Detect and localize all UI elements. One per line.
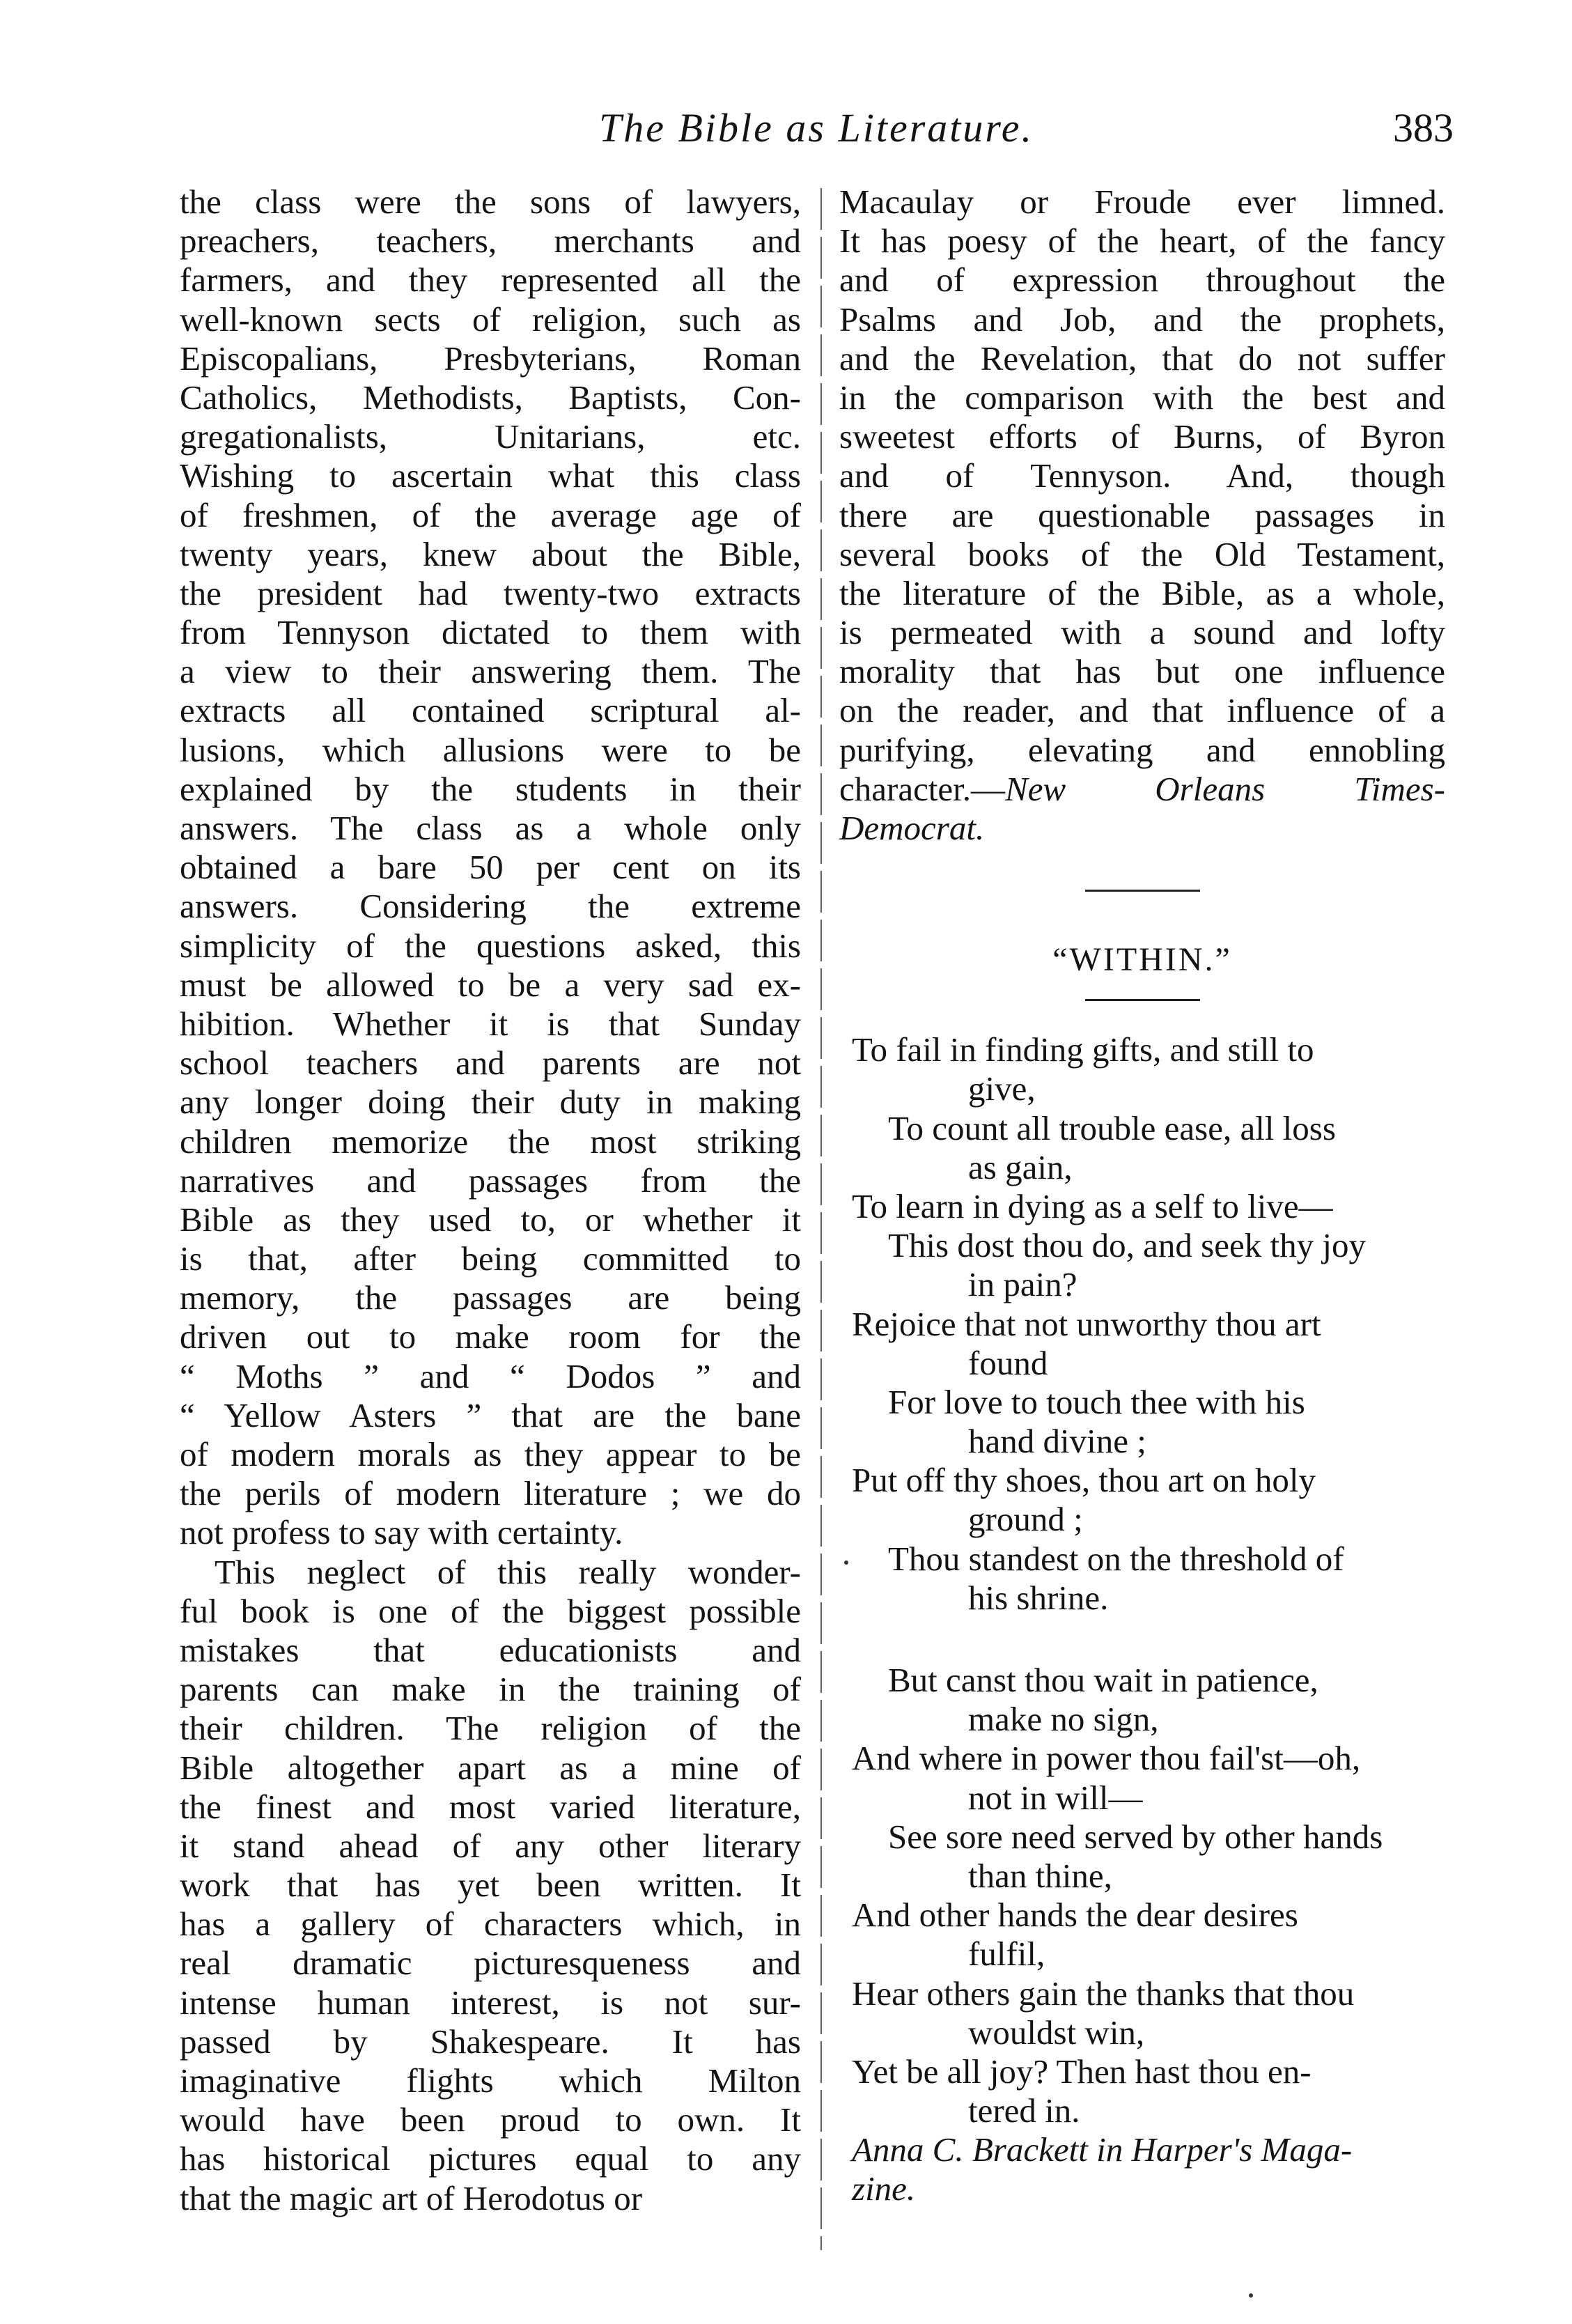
text-line: has historical pictures equal to any: [180, 2139, 801, 2178]
text-line: a view to their answering them. The: [180, 652, 801, 691]
text-line: Episcopalians, Presbyterians, Roman: [180, 339, 801, 378]
poem-line: Hear others gain the thanks that thou: [852, 1974, 1355, 2013]
source-line-2: Democrat.: [839, 809, 985, 847]
text-line: memory, the passages are being: [180, 1278, 801, 1317]
text-line: several books of the Old Testament,: [839, 534, 1445, 573]
page-number: 383: [1393, 105, 1454, 150]
running-title: The Bible as Literature.: [599, 105, 1034, 150]
text-line: obtained a bare 50 per cent on its: [180, 848, 801, 887]
text-line: “ Yellow Asters ” that are the bane: [180, 1395, 801, 1434]
text-line: It has poesy of the heart, of the fancy: [839, 222, 1445, 261]
text-line: not profess to say with certainty.: [180, 1513, 623, 1552]
poem-line: not in will—: [968, 1778, 1143, 1817]
text-line: the finest and most varied literature,: [180, 1787, 801, 1826]
text-line: purifying, elevating and ennobling: [839, 730, 1445, 769]
section-title: “WITHIN.”: [1052, 941, 1232, 979]
text-line: morality that has but one influence: [839, 652, 1445, 691]
poem-line: Thou standest on the threshold of: [888, 1539, 1344, 1578]
text-line: intense human interest, is not sur-: [180, 1983, 801, 2022]
section-rule-top: [1085, 890, 1200, 892]
text-line: simplicity of the questions asked, this: [180, 926, 801, 965]
stray-print-mark: [844, 1560, 848, 1565]
text-line: the literature of the Bible, as a whole,: [839, 573, 1445, 612]
poem-line: But canst thou wait in patience,: [888, 1661, 1318, 1699]
text-line: ful book is one of the biggest possible: [180, 1591, 801, 1630]
left-paragraph-2: [180, 1553, 801, 2218]
text-line: Catholics, Methodists, Baptists, Con-: [180, 378, 801, 417]
text-line: and of Tennyson. And, though: [839, 456, 1445, 495]
poem-line: wouldst win,: [968, 2013, 1145, 2052]
poem-stanza-2: [839, 1661, 1445, 2130]
text-line: farmers, and they represented all the: [180, 261, 801, 300]
poem-line: his shrine.: [968, 1578, 1109, 1617]
text-line: the president had twenty-two extracts: [180, 573, 801, 612]
text-line: from Tennyson dictated to them with: [180, 613, 801, 652]
text-line: work that has yet been written. It: [180, 1866, 801, 1905]
text-line: twenty years, knew about the Bible,: [180, 534, 801, 573]
text-line: the perils of modern literature ; we do: [180, 1474, 801, 1513]
poem-line: in pain?: [968, 1265, 1077, 1304]
poem-line: than thine,: [968, 1856, 1112, 1895]
running-head: [0, 104, 1572, 160]
text-line: it stand ahead of any other literary: [180, 1826, 801, 1865]
poem-line: To learn in dying as a self to live—: [852, 1186, 1333, 1225]
text-line: This neglect of this really wonder-: [215, 1552, 801, 1591]
poem: [839, 1030, 1445, 2130]
text-line: has a gallery of characters which, in: [180, 1905, 801, 1944]
poem-line: make no sign,: [968, 1700, 1159, 1739]
poem-stanza-1: [839, 1030, 1445, 1618]
poem-line: hand divine ;: [968, 1422, 1146, 1461]
text-line: sweetest efforts of Burns, of Byron: [839, 417, 1445, 456]
text-line: Psalms and Job, and the prophets,: [839, 300, 1445, 339]
text-line: is that, after being committed to: [180, 1239, 801, 1278]
poem-line: And where in power thou fail'st—oh,: [852, 1739, 1361, 1778]
poem-line: Put off thy shoes, thou art on holy: [852, 1461, 1316, 1500]
text-line: imaginative flights which Milton: [180, 2061, 801, 2100]
poem-line: tered in.: [968, 2091, 1080, 2130]
poem-attribution-cont: zine.: [852, 2169, 916, 2208]
text-line: must be allowed to be a very sad ex-: [180, 965, 801, 1004]
text-line: parents can make in the training of: [180, 1670, 801, 1709]
poem-line: To fail in finding gifts, and still to: [852, 1030, 1314, 1069]
text-line: is permeated with a sound and lofty: [839, 613, 1445, 652]
text-line: of modern morals as they appear to be: [180, 1435, 801, 1473]
poem-line: To count all trouble ease, all loss: [888, 1108, 1336, 1147]
right-column: [839, 183, 1445, 2209]
text-line: on the reader, and that influence of a: [839, 691, 1445, 730]
text-line: driven out to make room for the: [180, 1317, 801, 1356]
poem-line: And other hands the dear desires: [852, 1896, 1298, 1935]
text-line: “ Moths ” and “ Dodos ” and: [180, 1356, 801, 1395]
text-line: would have been proud to own. It: [180, 2100, 801, 2139]
text-line: passed by Shakespeare. It has: [180, 2022, 801, 2061]
text-line: the class were the sons of lawyers,: [180, 183, 801, 221]
text-line: mistakes that educationists and: [180, 1630, 801, 1669]
text-line: Macaulay or Froude ever limned.: [839, 183, 1445, 221]
text-line: children memorize the most striking: [180, 1122, 801, 1161]
stray-print-mark: [1249, 2293, 1253, 2298]
text-line: answers. Considering the extreme: [180, 887, 801, 926]
text-line: explained by the students in their: [180, 769, 801, 808]
source-line-italic: New Orleans Times-: [1005, 769, 1445, 808]
text-line: gregationalists, Unitarians, etc.: [180, 417, 801, 456]
text-line: in the comparison with the best and: [839, 378, 1445, 417]
text-line: and the Revelation, that do not suffer: [839, 339, 1445, 378]
text-line: their children. The religion of the: [180, 1709, 801, 1748]
stanza-gap: [839, 1618, 1445, 1661]
poem-line: fulfil,: [968, 1935, 1045, 1974]
text-line: extracts all contained scriptural al-: [180, 691, 801, 730]
poem-line: found: [968, 1343, 1048, 1382]
text-line: and of expression throughout the: [839, 261, 1445, 300]
poem-line: as gain,: [968, 1147, 1073, 1186]
column-divider: [820, 188, 822, 2250]
left-paragraph-1: [180, 183, 801, 1553]
right-paragraph: [839, 183, 1445, 770]
text-line: answers. The class as a whole only: [180, 809, 801, 847]
poem-line: This dost thou do, and seek thy joy: [888, 1226, 1366, 1265]
text-line: any longer doing their duty in making: [180, 1083, 801, 1122]
poem-line: Yet be all joy? Then hast thou en-: [852, 2052, 1312, 2091]
text-line: that the magic art of Herodotus or: [180, 2178, 643, 2217]
text-line: there are questionable passages in: [839, 495, 1445, 534]
poem-line: ground ;: [968, 1500, 1083, 1539]
text-line: real dramatic picturesqueness and: [180, 1944, 801, 1983]
text-line: preachers, teachers, merchants and: [180, 222, 801, 261]
text-line: Bible as they used to, or whether it: [180, 1200, 801, 1239]
source-line: [839, 770, 1445, 809]
source-line-prefix: character.—: [839, 769, 1006, 808]
text-line: Bible altogether apart as a mine of: [180, 1748, 801, 1787]
section-rule-bottom: [1085, 999, 1200, 1001]
text-line: Wishing to ascertain what this class: [180, 456, 801, 495]
left-column: [180, 183, 801, 2218]
text-line: hibition. Whether it is that Sunday: [180, 1004, 801, 1043]
text-line: lusions, which allusions were to be: [180, 730, 801, 769]
text-line: narratives and passages from the: [180, 1161, 801, 1200]
text-line: of freshmen, of the average age of: [180, 495, 801, 534]
poem-line: Rejoice that not unworthy thou art: [852, 1304, 1321, 1343]
poem-line: For love to touch thee with his: [888, 1382, 1305, 1421]
poem-attribution: Anna C. Brackett in Harper's Maga-: [852, 2130, 1353, 2169]
poem-line: give,: [968, 1069, 1036, 1108]
text-line: school teachers and parents are not: [180, 1044, 801, 1083]
poem-line: See sore need served by other hands: [888, 1817, 1383, 1856]
text-line: well-known sects of religion, such as: [180, 300, 801, 339]
